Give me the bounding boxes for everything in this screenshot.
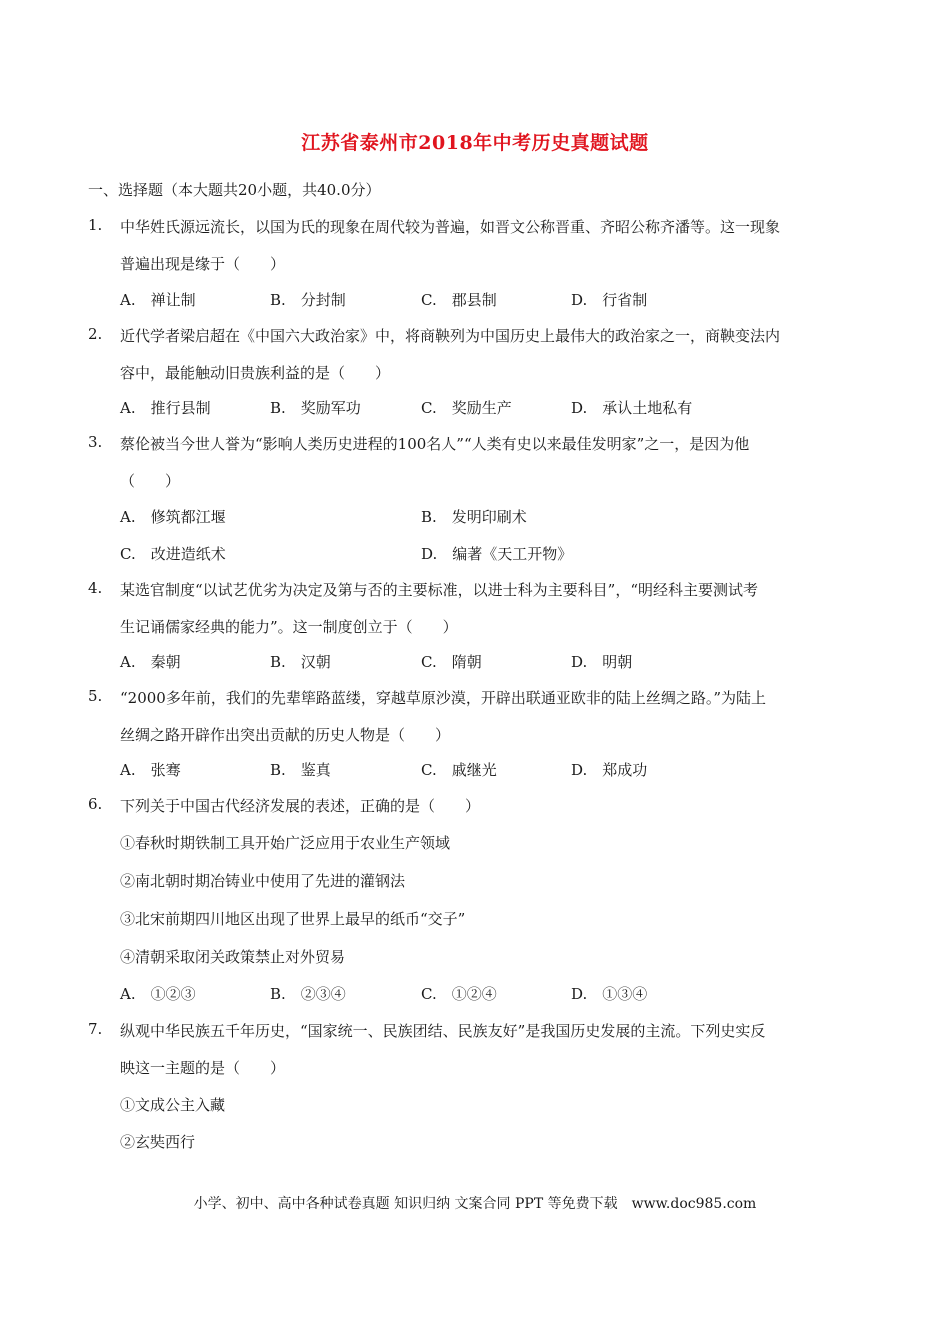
question-number: 6.: [88, 795, 103, 813]
option-c: C. 戚继光: [421, 761, 497, 779]
question-text: 蔡伦被当今世人誉为“影响人类历史进程的100名人”“人类有史以来最佳发明家”之一，是因为他: [120, 435, 750, 453]
option-d: D. 郑成功: [571, 761, 648, 779]
statement-1: ①文成公主入藏: [120, 1096, 226, 1114]
question-text: 容中，最能触动旧贵族利益的是（ ）: [120, 364, 391, 382]
question-number: 5.: [88, 687, 103, 705]
question-text: 生记诵儒家经典的能力”。这一制度创立于（ ）: [120, 618, 458, 636]
option-c: C. 郡县制: [421, 291, 497, 309]
option-b: B. ②③④: [270, 985, 346, 1003]
page-title: 江苏省泰州市2018年中考历史真题试题: [301, 132, 649, 154]
question-number: 3.: [88, 433, 103, 451]
question-text: （ ）: [120, 472, 181, 490]
question-text: 近代学者梁启超在《中国六大政治家》中，将商鞅列为中国历史上最伟大的政治家之一，商鞅变法内: [120, 327, 781, 345]
question-text: “2000多年前，我们的先辈筚路蓝缕，穿越草原沙漠，开辟出联通亚欧非的陆上丝绸之路。”为陆上: [120, 689, 767, 707]
option-c: C. 改进造纸术: [120, 545, 226, 563]
statement-4: ④清朝采取闭关政策禁止对外贸易: [120, 948, 346, 966]
option-a: A. 秦朝: [120, 653, 181, 671]
option-c: C. ①②④: [421, 985, 497, 1003]
question-text: 丝绸之路开辟作出突出贡献的历史人物是（ ）: [120, 726, 451, 744]
question-text: 映这一主题的是（ ）: [120, 1059, 286, 1077]
option-a: A. 张骞: [120, 761, 181, 779]
option-c: C. 奖励生产: [421, 399, 512, 417]
question-text: 纵观中华民族五千年历史，“国家统一、民族团结、民族友好”是我国历史发展的主流。下列史实反: [120, 1022, 766, 1040]
option-d: D. 编著《天工开物》: [421, 545, 573, 563]
option-a: A. 修筑都江堰: [120, 508, 226, 526]
option-b: B. 分封制: [270, 291, 346, 309]
option-a: A. 推行县制: [120, 399, 211, 417]
question-text: 某选官制度“以试艺优劣为决定及第与否的主要标准，以进士科为主要科目”，“明经科主要测试考: [120, 581, 759, 599]
statement-1: ①春秋时期铁制工具开始广泛应用于农业生产领域: [120, 834, 451, 852]
question-text: 中华姓氏源远流长，以国为氏的现象在周代较为普遍，如晋文公称晋重、齐昭公称齐潘等。这一现象: [120, 218, 781, 236]
question-number: 2.: [88, 325, 103, 343]
question-number: 4.: [88, 579, 103, 597]
option-b: B. 汉朝: [270, 653, 331, 671]
option-d: D. 承认土地私有: [571, 399, 693, 417]
page-footer: 小学、初中、高中各种试卷真题 知识归纳 文案合同 PPT 等免费下载 www.doc985.com: [193, 1196, 757, 1212]
option-a: A. ①②③: [120, 985, 196, 1003]
option-d: D. 行省制: [571, 291, 648, 309]
statement-2: ②玄奘西行: [120, 1133, 196, 1151]
question-number: 1.: [88, 216, 103, 234]
option-d: D. ①③④: [571, 985, 648, 1003]
statement-3: ③北宋前期四川地区出现了世界上最早的纸币“交子”: [120, 910, 466, 928]
statement-2: ②南北朝时期冶铸业中使用了先进的灌钢法: [120, 872, 406, 890]
question-text: 下列关于中国古代经济发展的表述，正确的是（ ）: [120, 797, 481, 815]
question-text: 普遍出现是缘于（ ）: [120, 255, 286, 273]
option-b: B. 奖励军功: [270, 399, 361, 417]
question-number: 7.: [88, 1020, 103, 1038]
option-b: B. 发明印刷术: [421, 508, 527, 526]
option-c: C. 隋朝: [421, 653, 482, 671]
section-heading: 一、选择题（本大题共20小题，共40.0分）: [88, 181, 381, 199]
option-a: A. 禅让制: [120, 291, 196, 309]
option-d: D. 明朝: [571, 653, 633, 671]
option-b: B. 鉴真: [270, 761, 331, 779]
